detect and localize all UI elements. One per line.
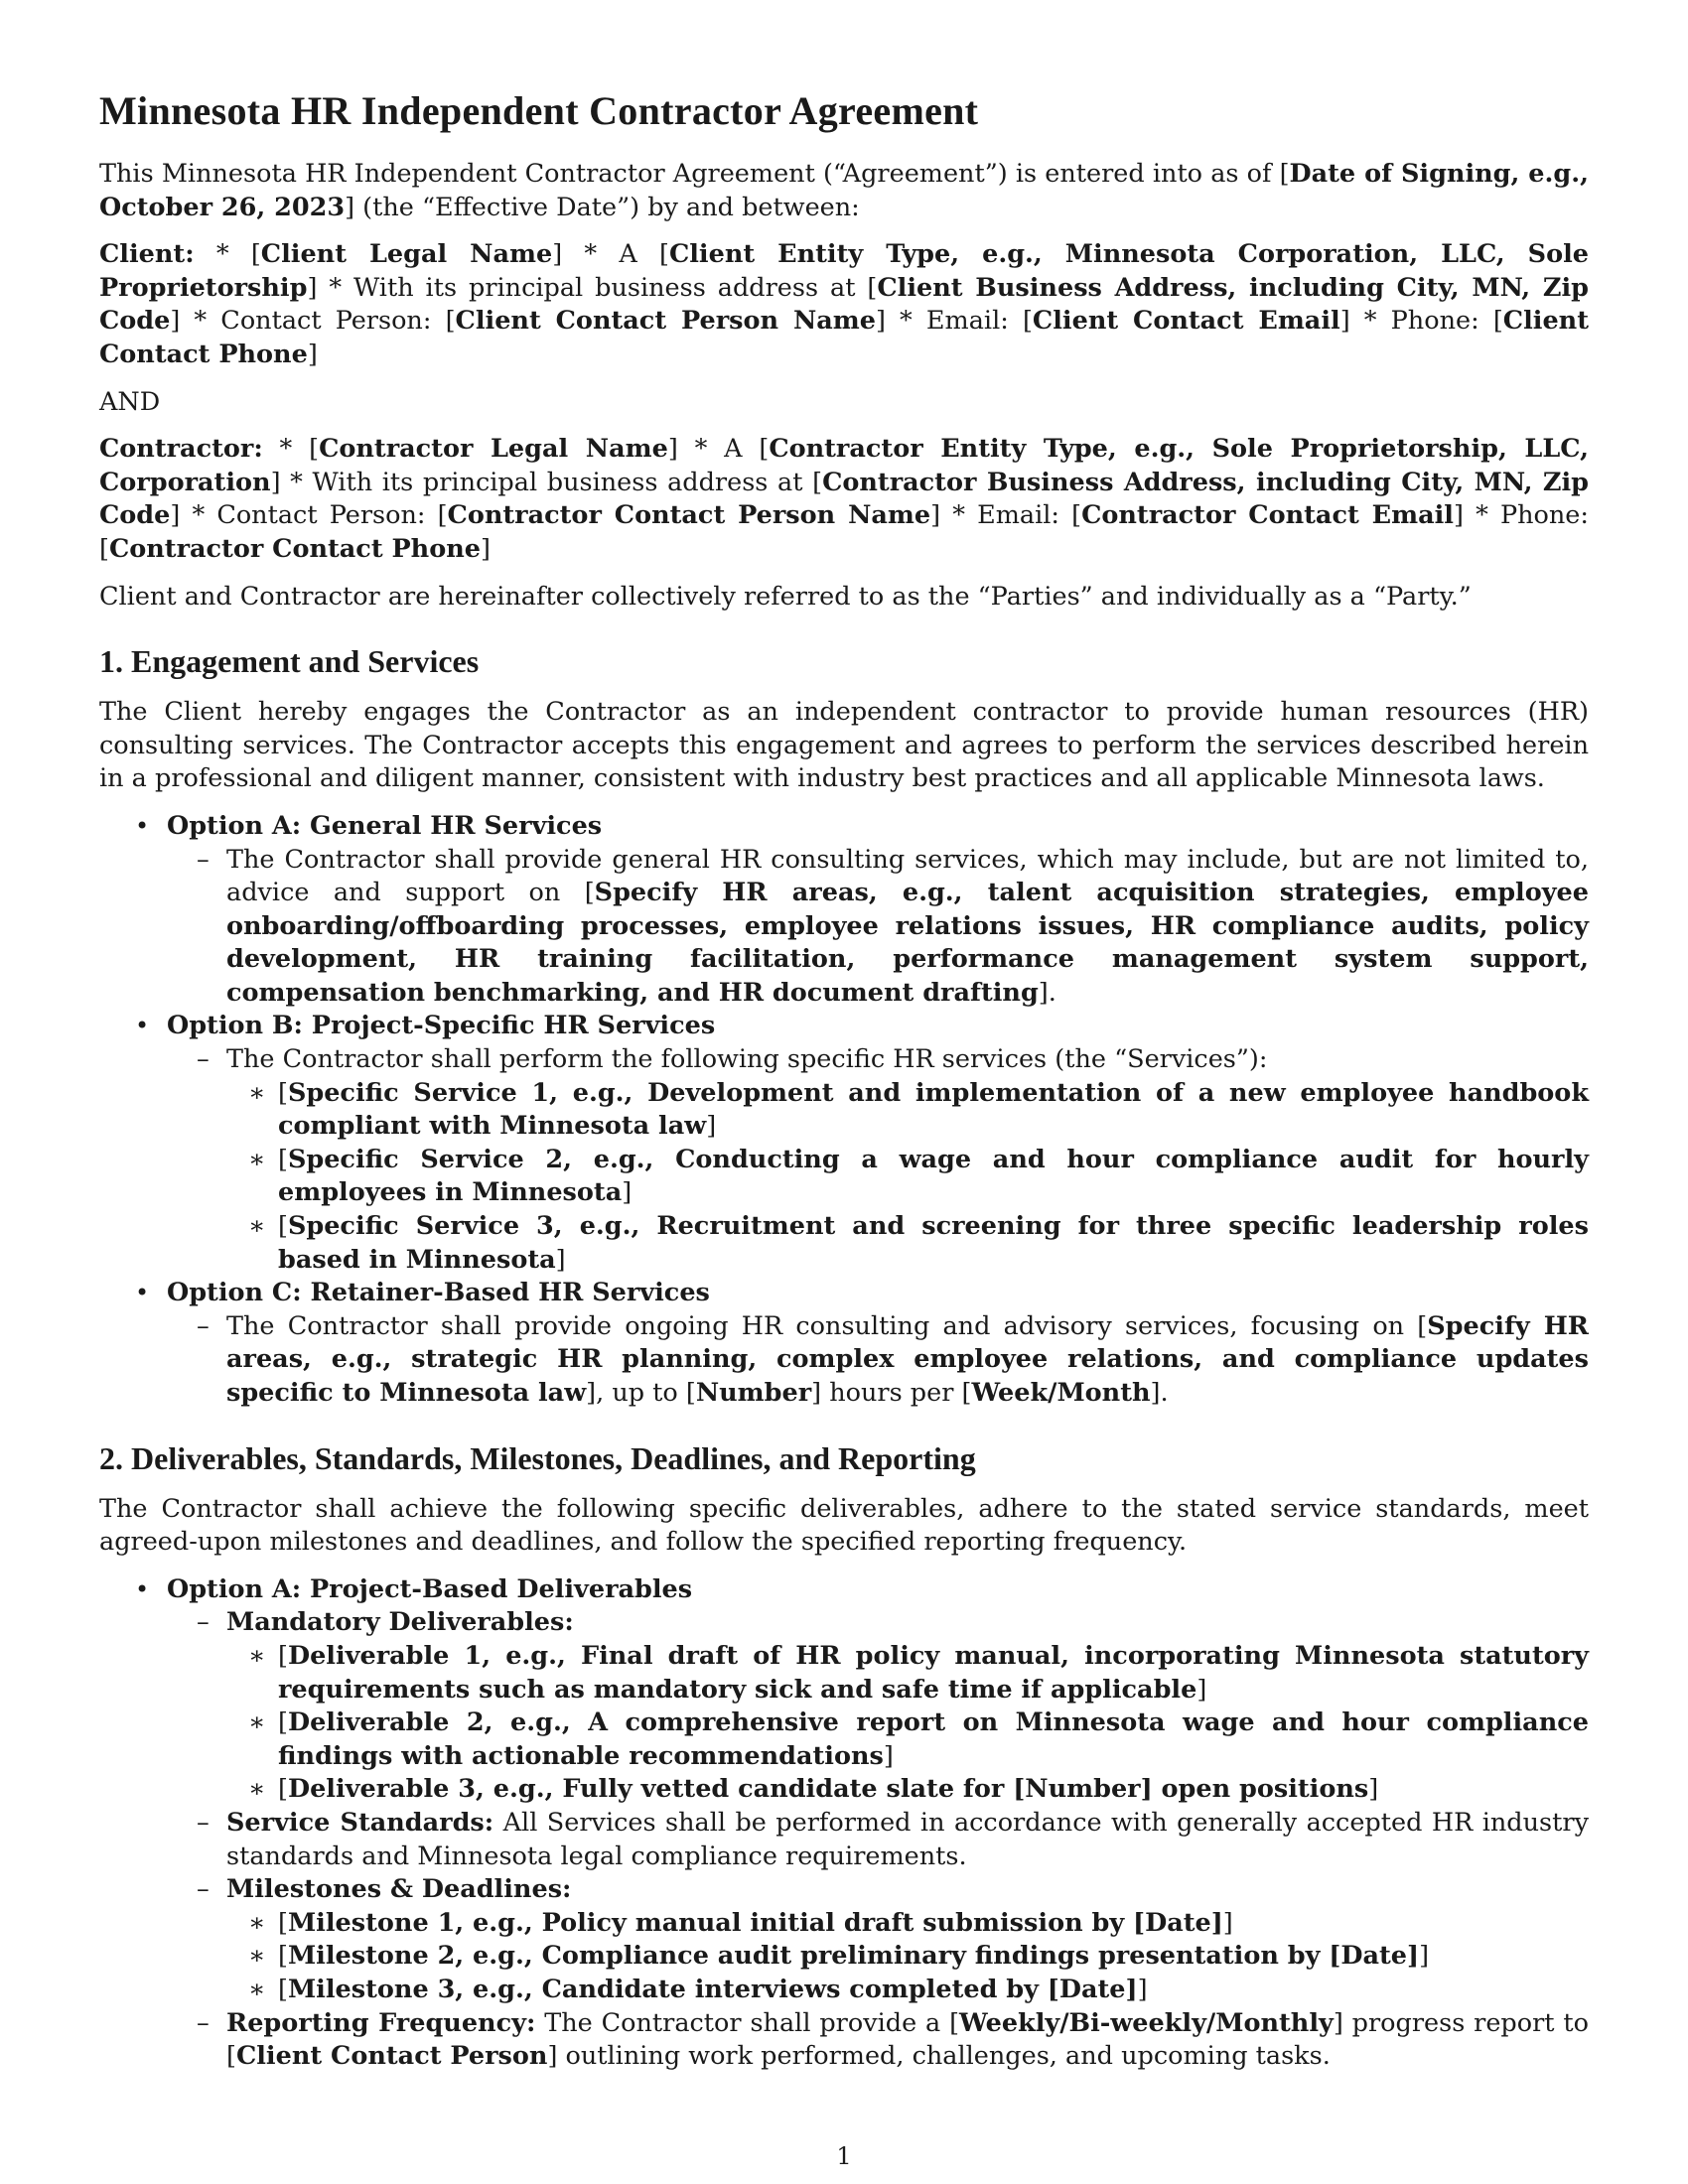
milestones-deadlines: – Milestones & Deadlines: ∗ [Milestone 1, e.g., Policy manual initial draft submission by [Date]] ∗ [Milestone 2, e.g., Compliance audit preliminary findings presentation by [Date]] ∗ [Milestone 3, e.g., Candidate interviews completed by [Date]] [167,1873,1589,2006]
reporting-frequency: – Reporting Frequency: The Contractor shall provide a [Weekly/Bi-weekly/Monthly] progress report to [Client Contact Person] outlining work performed, challenges, and upcoming tasks. [167,2007,1589,2074]
list-item: ∗ [Specific Service 1, e.g., Development and implementation of a new employee handbook compliant with Minnesota law] [226,1077,1589,1144]
option-a-detail: – The Contractor shall provide general HR consulting services, which may include, but are not limited to, advice and support on [Specify HR areas, e.g., talent acquisition strategies, employee onboarding/offboarding processes, employee relations issues, HR compliance audits, policy development, HR training facilitation, performance management system support, compensation benchmarking, and HR document drafting]. [167,844,1589,1011]
page-number: 1 [836,2142,852,2170]
option-b-detail: – The Contractor shall perform the following specific HR services (the “Services”): ∗ [Specific Service 1, e.g., Development and implementation of a new employee handbook compliant with Minnesota law] ∗ [Specific Service 2, e.g., Conducting a wage and hour compliance audit for hourly employees in Minnesota] ∗ [Specific Service 3, e.g., Recruitment and screening for three specific leadership roles based in Minnesota] [167,1043,1589,1277]
option-b-item: • Option B: Project-Specific HR Services – The Contractor shall perform the following specific HR services (the “Services”): ∗ [Specific Service 1, e.g., Development and implementation of a new employee handbook compliant with Minnesota law] ∗ [Specific Service 2, e.g., Conducting a wage and hour compliance audit for hourly employees in Minnesota] ∗ [Specific Service 3, e.g., Recruitment and screening for three specific leadership roles based in Minnesota] [99,1010,1589,1277]
mandatory-deliverables: – Mandatory Deliverables: ∗ [Deliverable 1, e.g., Final draft of HR policy manual, incorporating Minnesota statutory requirements such as mandatory sick and safe time if applicable] ∗ [Deliverable 2, e.g., A comprehensive report on Minnesota wage and hour compliance findings with actionable recommendations] ∗ [Deliverable 3, e.g., Fully vetted candidate slate for [Number] open positions] [167,1606,1589,1807]
parties-definition: Client and Contractor are hereinafter collectively referred to as the “Parties” and individually as a “Party.” [99,581,1472,612]
option-a-item: • Option A: General HR Services – The Contractor shall provide general HR consulting services, which may include, but are not limited to, advice and support on [Specify HR areas, e.g., talent acquisition strategies, employee onboarding/offboarding processes, employee relations issues, HR compliance audits, policy development, HR training facilitation, performance management system support, compensation benchmarking, and HR document drafting]. [99,810,1589,1011]
list-item: ∗ [Deliverable 2, e.g., A comprehensive report on Minnesota wage and hour compliance findings with actionable recommendations] [226,1706,1589,1773]
contractor-label: Contractor: [99,434,263,465]
and-separator: AND [99,386,161,417]
list-item: ∗ [Milestone 2, e.g., Compliance audit preliminary findings presentation by [Date]] [226,1940,1589,1974]
client-label: Client: [99,239,195,270]
list-item: ∗ [Milestone 3, e.g., Candidate interviews completed by [Date]] [226,1974,1589,2007]
option-c-item: • Option C: Retainer-Based HR Services – The Contractor shall provide ongoing HR consulting and advisory services, focusing on [Specify HR areas, e.g., strategic HR planning, complex employee relations, and compliance updates specific to Minnesota law], up to [Number] hours per [Week/Month]. [99,1277,1589,1410]
document-title: Minnesota HR Independent Contractor Agreement [99,88,979,133]
document-page [99,79,1589,2088]
intro-paragraph: This Minnesota HR Independent Contractor Agreement (“Agreement”) is entered into as of [Date of Signing, e.g., October 26, 2023] (the “Effective Date”) by and between: [99,159,1589,222]
list-item: ∗ [Specific Service 2, e.g., Conducting a wage and hour compliance audit for hourly employees in Minnesota] [226,1144,1589,1210]
list-item: ∗ [Deliverable 3, e.g., Fully vetted candidate slate for [Number] open positions] [226,1773,1589,1807]
section-2-heading: 2. Deliverables, Standards, Milestones, Deadlines, and Reporting [99,1439,976,1476]
section-2-options [99,1573,1589,2074]
service-standards: – Service Standards: All Services shall be performed in accordance with generally accepted HR industry standards and Minnesota legal compliance requirements. [167,1807,1589,1873]
list-item: ∗ [Deliverable 1, e.g., Final draft of HR policy manual, incorporating Minnesota statutory requirements such as mandatory sick and safe time if applicable] [226,1640,1589,1706]
section-1-heading: 1. Engagement and Services [99,643,480,680]
client-block: Client: * [Client Legal Name] * A [Client Entity Type, e.g., Minnesota Corporation, LLC, Sole Proprietorship] * With its principal business address at [Client Business Address, including City, MN, Zip Code] * Contact Person: [Client Contact Person Name] * Email: [Client Contact Email] * Phone: [Client Contact Phone] [99,239,1589,369]
section-1-paragraph: The Client hereby engages the Contractor as an independent contractor to provide human resources (HR) consulting services. The Contractor accepts this engagement and agrees to perform the services described herein in a professional and diligent manner, consistent with industry best practices and all applicable Minnesota laws. [99,697,1589,794]
contractor-block: Contractor: * [Contractor Legal Name] * A [Contractor Entity Type, e.g., Sole Proprietorship, LLC, Corporation] * With its principal business address at [Contractor Business Address, including City, MN, Zip Code] * Contact Person: [Contractor Contact Person Name] * Email: [Contractor Contact Email] * Phone: [Contractor Contact Phone] [99,434,1589,564]
section-2-paragraph: The Contractor shall achieve the following specific deliverables, adhere to the stated service standards, meet agreed-upon milestones and deadlines, and follow the specified reporting frequency. [99,1493,1589,1558]
list-item: ∗ [Specific Service 3, e.g., Recruitment and screening for three specific leadership roles based in Minnesota] [226,1210,1589,1277]
option-a-deliverables-item: • Option A: Project-Based Deliverables – Mandatory Deliverables: ∗ [Deliverable 1, e.g., Final draft of HR policy manual, incorporating Minnesota statutory requirements such as mandatory sick and safe time if applicable] ∗ [Deliverable 2, e.g., A comprehensive report on Minnesota wage and hour compliance findings with actionable recommendations] ∗ [Deliverable 3, e.g., Fully vetted candidate slate for [Number] open positions] – Service Standards: All Services shall be performed in accordance with generally accepted HR industry standards and Minnesota legal compliance requirements. – Milestones & Deadlines: ∗ [Milestone 1, e.g., Policy manual initial draft submission by [Date]] ∗ [Milestone 2, e.g., Compliance audit preliminary findings presentation by [Date]] ∗ [Milestone 3, e.g., Candidate interviews completed by [Date]] – Reporting Frequency: The Contractor shall provide a [Weekly/Bi-weekly/Monthly] progress report to [Client Contact Person] outlining work performed, challenges, and upcoming tasks. [99,1573,1589,2074]
option-c-detail: – The Contractor shall provide ongoing HR consulting and advisory services, focusing on [Specify HR areas, e.g., strategic HR planning, complex employee relations, and compliance updates specific to Minnesota law], up to [Number] hours per [Week/Month]. [167,1310,1589,1411]
list-item: ∗ [Milestone 1, e.g., Policy manual initial draft submission by [Date]] [226,1907,1589,1941]
section-1-options [99,810,1589,1411]
